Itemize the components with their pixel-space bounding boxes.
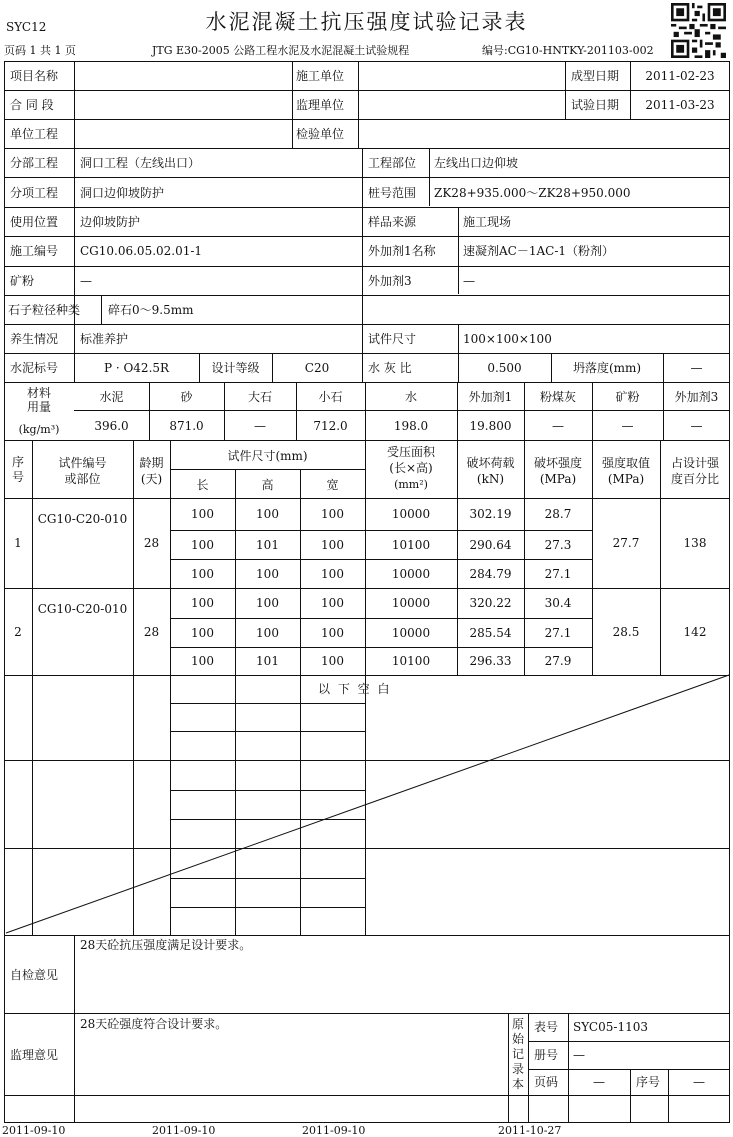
group-specimen-id: CG10-C20-010	[37, 512, 128, 526]
cast-date-label: 成型日期	[571, 69, 620, 83]
curing-label: 养生情况	[10, 332, 59, 346]
group-age: 28	[143, 536, 160, 550]
header-load-2: (kN)	[476, 472, 505, 486]
data-cell: 284.79	[469, 566, 512, 581]
data-cell: 100	[191, 654, 214, 668]
data-cell: 100	[191, 537, 214, 552]
footer-date-2: 2011-09-10	[152, 1124, 216, 1137]
size-label: 试件尺寸	[368, 332, 417, 346]
admix1-label: 外加剂1名称	[368, 244, 436, 258]
material-header-5: 外加剂1	[468, 390, 513, 404]
materials-label-2: 用量	[26, 400, 51, 414]
header-area-1: 受压面积	[386, 445, 435, 459]
group-seq: 1	[14, 536, 22, 550]
data-cell: 10100	[391, 537, 431, 552]
material-value-7: —	[621, 419, 634, 433]
data-cell: 10000	[391, 625, 431, 640]
stone-label: 石子粒径种类	[8, 303, 81, 317]
data-cell: 100	[321, 596, 344, 610]
design-grade-value: C20	[304, 361, 330, 375]
division-label: 分部工程	[10, 156, 59, 170]
form-code: SYC12	[6, 20, 47, 34]
cast-date-value: 2011-02-23	[645, 69, 715, 83]
cement-grade-value: P · O42.5R	[103, 361, 170, 375]
material-value-2: —	[254, 419, 266, 433]
position-value: 左线出口边仰坡	[434, 156, 519, 170]
build-no-label: 施工编号	[10, 244, 59, 258]
admix1-value: 速凝剂AC－1AC-1（粉剂）	[463, 244, 615, 258]
data-cell: 100	[321, 566, 344, 581]
header-value-2: (MPa)	[607, 472, 645, 486]
stone-value: 碎石0～9.5mm	[108, 303, 194, 317]
data-cell: 100	[191, 625, 214, 640]
data-cell: 296.33	[469, 654, 512, 668]
data-cell: 100	[191, 507, 214, 521]
material-header-1: 砂	[180, 390, 193, 404]
material-value-1: 871.0	[169, 419, 204, 433]
data-cell: 100	[256, 625, 279, 640]
book-no-value: —	[573, 1048, 585, 1062]
data-cell: 100	[321, 625, 344, 640]
source-value: 施工现场	[463, 215, 512, 229]
material-value-4: 198.0	[393, 419, 429, 433]
data-cell: 320.22	[469, 596, 512, 610]
header-age-2: (天)	[140, 472, 163, 486]
materials-unit: (kg/m³)	[18, 423, 60, 436]
group-age: 28	[143, 624, 160, 639]
test-date-value: 2011-03-23	[645, 98, 715, 112]
header-area-3: (mm²)	[394, 478, 428, 491]
data-cell: 10000	[391, 596, 431, 610]
construction-unit-label: 施工单位	[296, 69, 345, 83]
use-label: 使用位置	[10, 215, 59, 229]
curing-value: 标准养护	[80, 332, 129, 346]
data-cell: 27.3	[544, 537, 572, 552]
material-value-0: 396.0	[94, 419, 129, 433]
supervision-text: 28天砼强度符合设计要求。	[80, 1017, 228, 1031]
design-grade-label: 设计等级	[211, 361, 260, 375]
wc-label: 水 灰 比	[368, 361, 412, 375]
slag-value: —	[80, 274, 92, 288]
blank-note: 以 下 空 白	[318, 682, 392, 696]
data-cell: 100	[256, 596, 279, 610]
page-value: —	[593, 1075, 605, 1089]
data-cell: 100	[191, 566, 214, 581]
header-strength-2: (MPa)	[539, 472, 577, 486]
data-cell: 10000	[391, 507, 431, 521]
material-header-3: 小石	[318, 390, 343, 404]
seq-label: 序号	[636, 1075, 661, 1089]
header-specimen-1: 试件编号	[58, 456, 107, 470]
group-strength-value: 27.7	[612, 536, 640, 550]
data-cell: 100	[321, 654, 344, 668]
admix3-label: 外加剂3	[368, 274, 412, 288]
material-header-4: 水	[404, 390, 417, 404]
footer-date-1: 2011-09-10	[2, 1124, 66, 1137]
admix3-value: —	[463, 274, 475, 288]
inspection-unit-label: 检验单位	[296, 127, 345, 141]
contract-label: 合 同 段	[10, 98, 54, 112]
document-number: 编号:CG10-HNTKY-201103-002	[482, 44, 654, 57]
seq-value: —	[693, 1075, 705, 1089]
data-cell: 28.7	[544, 507, 572, 521]
header-value-1: 强度取值	[601, 456, 650, 470]
supervision-unit-label: 监理单位	[296, 98, 345, 112]
data-cell: 100	[256, 566, 279, 581]
group-strength-value: 28.5	[612, 624, 640, 639]
header-area-2: (长×高)	[389, 461, 433, 475]
data-cell: 27.1	[544, 566, 572, 581]
header-pct-1: 占设计强	[670, 456, 719, 470]
division-value: 洞口工程（左线出口）	[80, 156, 201, 170]
header-load-1: 破坏荷载	[466, 456, 515, 470]
supervision-label: 监理意见	[10, 1048, 59, 1062]
form-no-value: SYC05-1103	[573, 1020, 648, 1034]
materials-label-1: 材料	[26, 386, 51, 400]
header-specimen-2: 或部位	[64, 472, 101, 486]
page-label: 页码	[534, 1075, 559, 1089]
project-name-label: 项目名称	[10, 69, 59, 83]
form-no-label: 表号	[534, 1020, 559, 1034]
material-value-3: 712.0	[313, 419, 348, 433]
data-cell: 27.9	[544, 654, 572, 668]
build-no-value: CG10.06.05.02.01-1	[80, 244, 203, 258]
header-age-1: 龄期	[139, 456, 164, 470]
group-seq: 2	[14, 624, 22, 639]
data-cell: 100	[256, 507, 279, 521]
standard-reference: JTG E30-2005 公路工程水泥及水泥混凝土试验规程	[152, 44, 410, 57]
data-cell: 302.19	[469, 507, 512, 521]
slag-label: 矿粉	[10, 274, 35, 288]
header-strength-1: 破坏强度	[533, 456, 582, 470]
material-header-6: 粉煤灰	[539, 390, 576, 404]
cement-grade-label: 水泥标号	[10, 361, 59, 375]
header-size: 试件尺寸(mm)	[227, 449, 308, 463]
footer-date-4: 2011-10-27	[498, 1124, 562, 1137]
data-cell: 290.64	[469, 537, 512, 552]
material-header-8: 外加剂3	[674, 390, 719, 404]
wc-value: 0.500	[487, 361, 522, 375]
unit-project-label: 单位工程	[10, 127, 59, 141]
sub-item-value: 洞口边仰坡防护	[80, 186, 165, 200]
book-no-label: 册号	[534, 1048, 559, 1062]
header-length: 长	[196, 478, 209, 492]
sub-item-label: 分项工程	[10, 186, 59, 200]
data-cell: 100	[321, 537, 344, 552]
data-cell: 10000	[391, 566, 431, 581]
data-cell: 10100	[391, 654, 431, 668]
station-value: ZK28+935.000～ZK28+950.000	[434, 186, 631, 200]
header-pct-2: 度百分比	[670, 472, 719, 486]
test-date-label: 试验日期	[571, 98, 620, 112]
slump-label: 坍落度(mm)	[572, 361, 642, 375]
material-header-7: 矿粉	[615, 390, 640, 404]
use-value: 边仰坡防护	[80, 215, 141, 229]
size-value: 100×100×100	[463, 332, 552, 346]
self-check-label: 自检意见	[10, 968, 59, 982]
header-width: 宽	[326, 478, 339, 492]
self-check-text: 28天砼抗压强度满足设计要求。	[80, 938, 252, 952]
source-label: 样品来源	[368, 215, 417, 229]
data-cell: 100	[321, 507, 344, 521]
header-height: 高	[261, 478, 274, 492]
footer-date-3: 2011-09-10	[302, 1124, 366, 1137]
material-header-0: 水泥	[99, 390, 124, 404]
material-value-8: —	[690, 419, 703, 433]
slump-value: —	[690, 361, 703, 375]
material-value-6: —	[552, 419, 564, 433]
page-title: 水泥混凝土抗压强度试验记录表	[205, 10, 528, 34]
material-header-2: 大石	[247, 390, 272, 404]
group-design-pct: 142	[683, 624, 707, 639]
record-book-label: 原始记录本	[512, 1017, 525, 1091]
data-cell: 101	[256, 654, 279, 668]
data-cell: 27.1	[544, 625, 572, 640]
data-cell: 101	[256, 537, 279, 552]
group-specimen-id: CG10-C20-010	[37, 602, 128, 616]
station-label: 桩号范围	[368, 186, 417, 200]
data-cell: 100	[191, 596, 214, 610]
material-value-5: 19.800	[469, 419, 512, 433]
data-cell: 285.54	[469, 625, 512, 640]
page-info: 页码 1 共 1 页	[4, 44, 76, 57]
data-cell: 30.4	[544, 596, 572, 610]
header-seq: 序号	[12, 455, 25, 484]
position-label: 工程部位	[368, 156, 417, 170]
group-design-pct: 138	[683, 536, 707, 550]
